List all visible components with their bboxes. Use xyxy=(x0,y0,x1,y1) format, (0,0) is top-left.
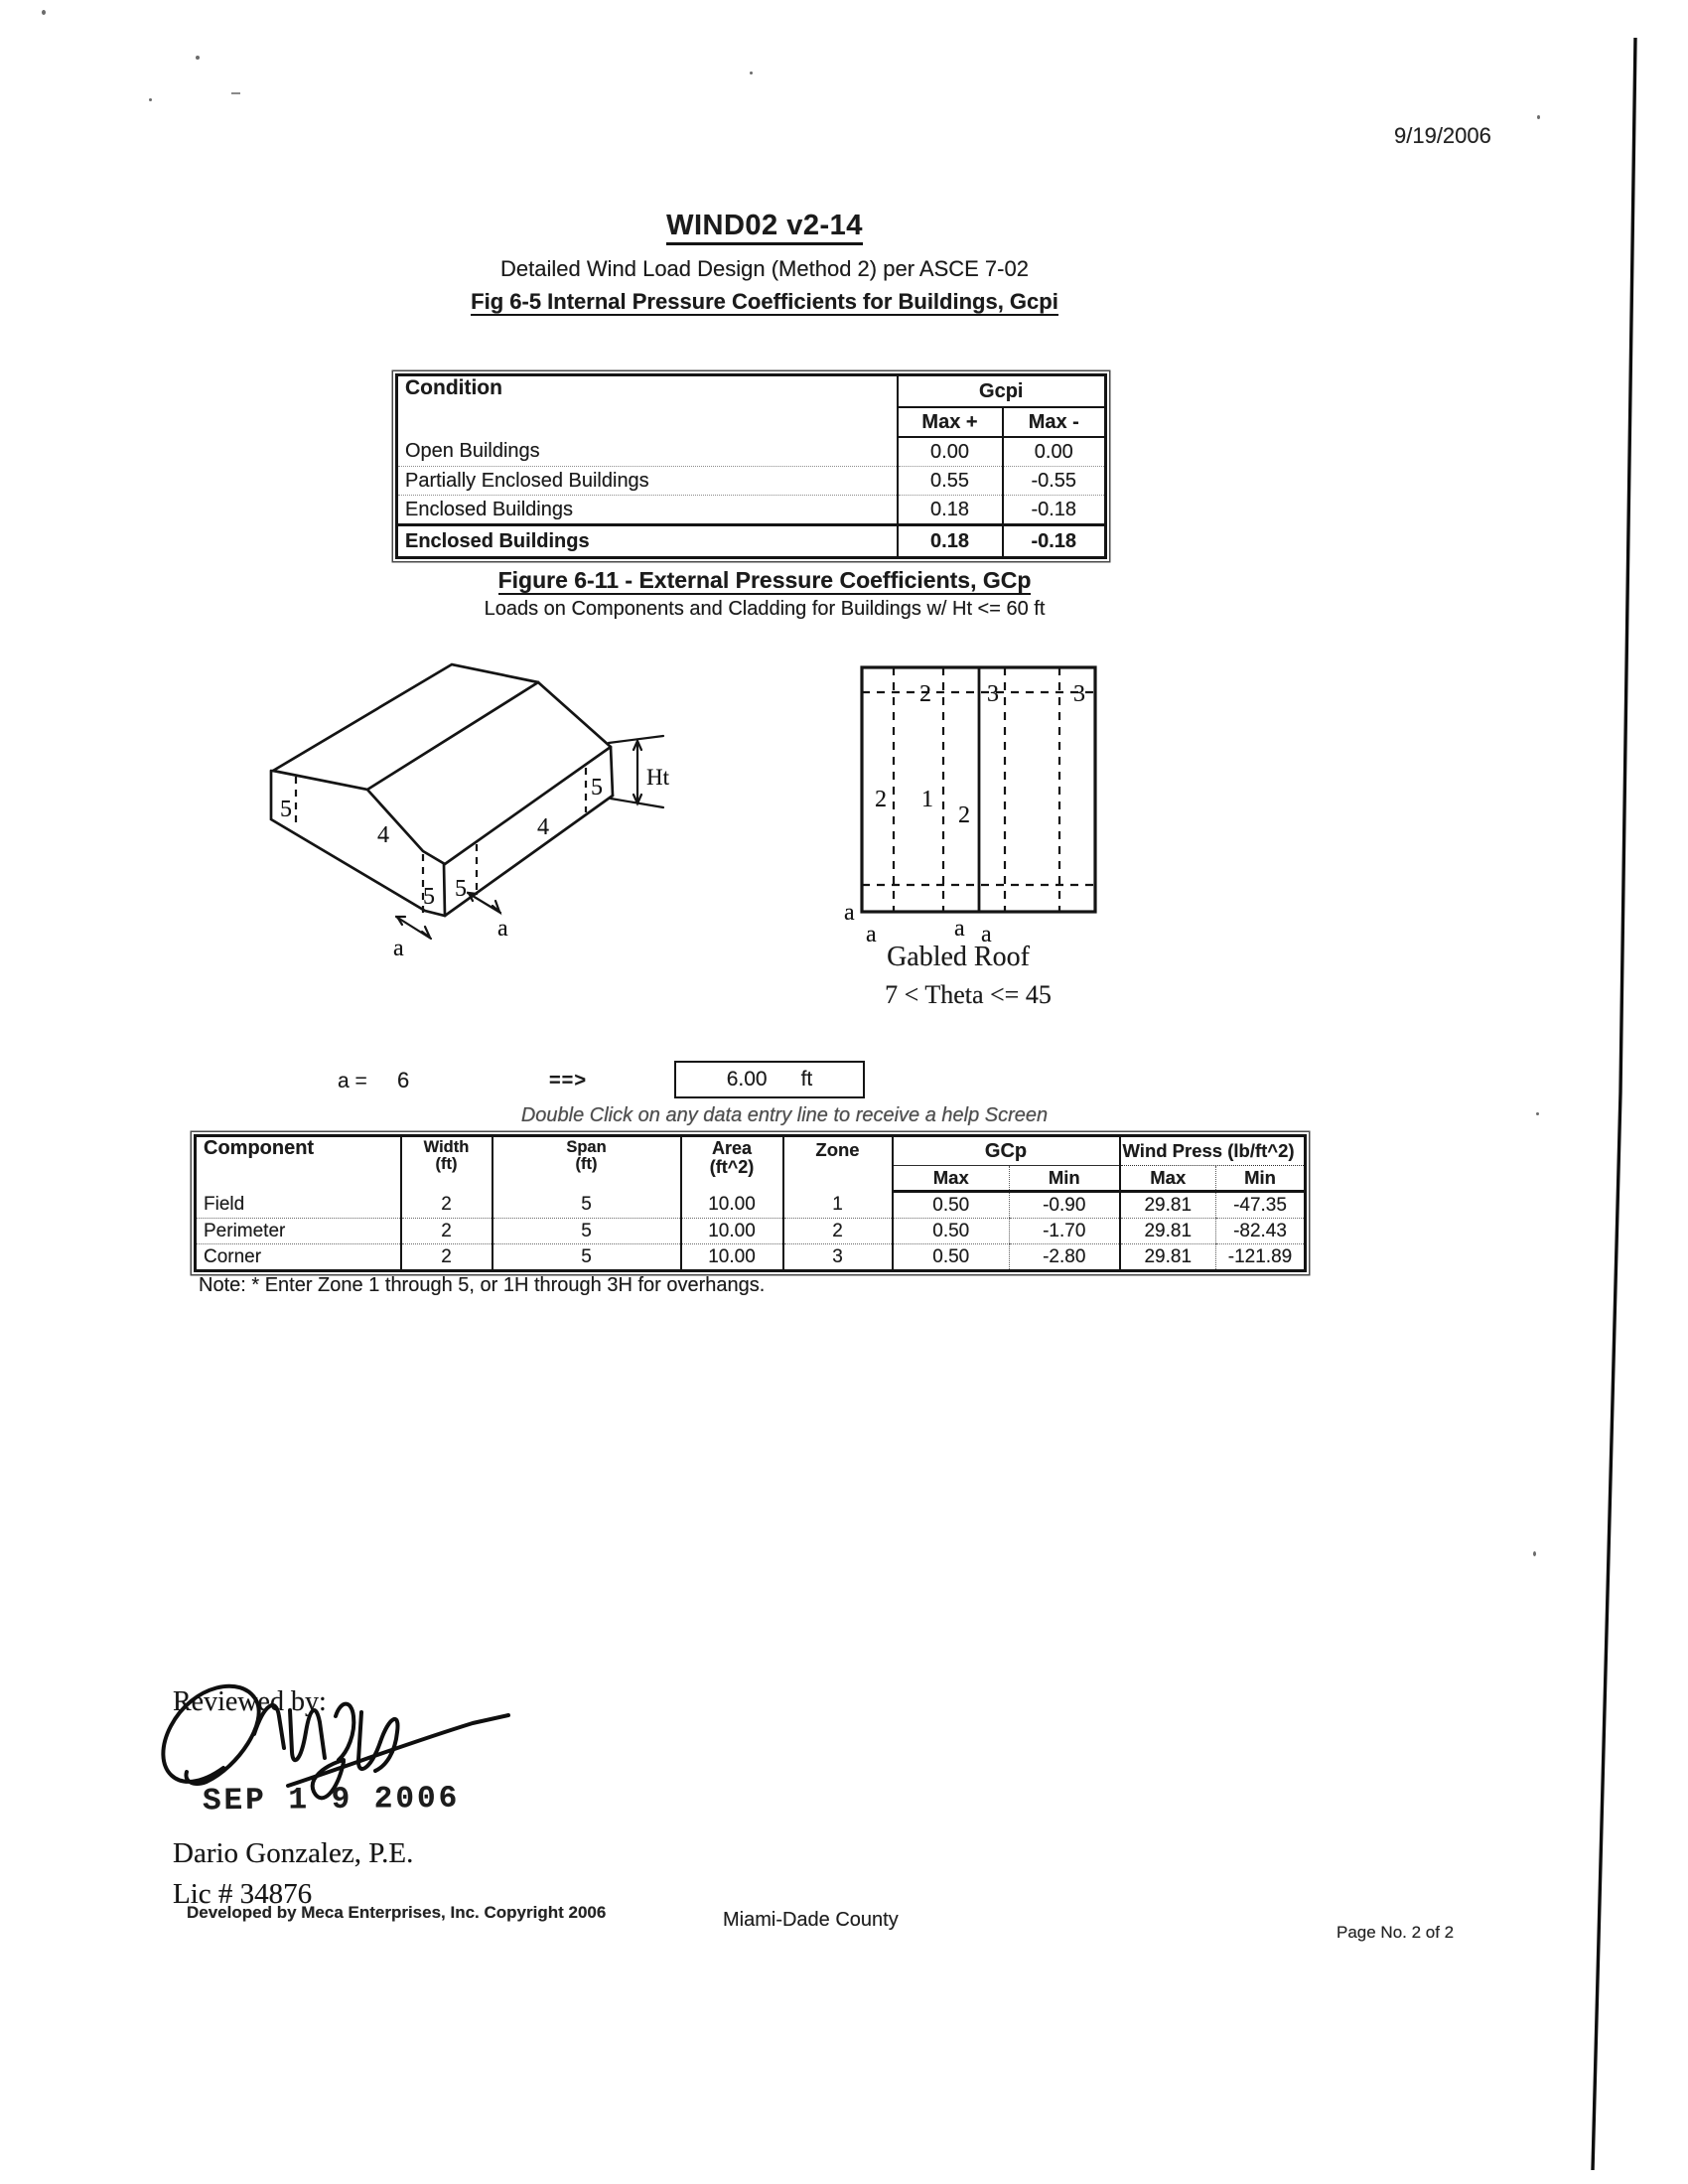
a-result-unit: ft xyxy=(800,1068,813,1091)
scan-speck xyxy=(1537,115,1540,119)
page-title: WIND02 v2-14 xyxy=(477,210,1053,242)
scan-speck xyxy=(231,92,240,94)
table-row: Corner 2 5 10.00 3 0.50 -2.80 29.81 -121.89 xyxy=(196,1244,1306,1271)
a-result-value: 6.00 xyxy=(726,1068,768,1091)
zone-label: 5 xyxy=(423,884,435,910)
roof-plan-diagram xyxy=(834,636,1162,946)
help-hint-text: Double Click on any data entry line to receive a help Screen xyxy=(520,1104,1049,1126)
zone-label: 1 xyxy=(921,787,933,812)
zone-label: 5 xyxy=(280,797,292,822)
col-width: Width (ft) xyxy=(401,1136,492,1192)
col-zone: Zone xyxy=(783,1136,893,1192)
isometric-building-diagram xyxy=(226,636,685,969)
fig6-11-subheading: Loads on Components and Cladding for Buildings w/ Ht <= 60 ft xyxy=(484,598,1046,620)
col-gcp-min: Min xyxy=(1010,1166,1120,1192)
zone-label: 4 xyxy=(377,822,389,848)
selected-condition-row: Enclosed Buildings 0.18 -0.18 xyxy=(397,525,1106,558)
zone-label: 2 xyxy=(875,787,887,812)
dimension-label: a xyxy=(981,922,992,946)
zone-label: 5 xyxy=(591,775,603,801)
dimension-label: a xyxy=(866,922,877,946)
print-date: 9/19/2006 xyxy=(1394,123,1491,148)
table-row: Field 2 5 10.00 1 0.50 -0.90 29.81 -47.35 xyxy=(196,1192,1306,1219)
dimension-label: a xyxy=(844,900,855,926)
scan-speck xyxy=(1536,1112,1539,1115)
scan-speck xyxy=(750,72,753,74)
page-subtitle: Detailed Wind Load Design (Method 2) per ASCE 7-02 xyxy=(500,256,1029,281)
col-max-plus: Max + xyxy=(898,407,1003,437)
col-area: Area (ft^2) xyxy=(681,1136,783,1192)
zone-label: 3 xyxy=(987,681,999,707)
table-row: Open Buildings 0.00 0.00 xyxy=(397,437,1106,467)
scan-speck xyxy=(149,98,152,101)
col-wind-press: Wind Press (lb/ft^2) xyxy=(1120,1136,1306,1166)
zone-label: 5 xyxy=(455,876,467,902)
plan-caption: Gabled Roof xyxy=(887,942,1030,972)
table-row: Enclosed Buildings 0.18 -0.18 xyxy=(397,496,1106,525)
a-input-value: 6 xyxy=(397,1068,410,1092)
fig6-11-heading: Figure 6-11 - External Pressure Coefficients, GCp xyxy=(497,567,1032,593)
col-wp-min: Min xyxy=(1216,1166,1306,1192)
col-gcp-max: Max xyxy=(893,1166,1010,1192)
reviewed-by-label: Reviewed by: xyxy=(173,1686,327,1717)
engineer-license: Lic # 34876 xyxy=(173,1878,313,1910)
a-label: a = xyxy=(338,1070,367,1092)
dimension-label: a xyxy=(497,916,508,942)
zone-label: 2 xyxy=(958,802,970,828)
zone-label: 4 xyxy=(537,814,549,840)
fig6-5-heading: Fig 6-5 Internal Pressure Coefficients for Buildings, Gcpi xyxy=(471,289,1058,314)
zone-label: 2 xyxy=(919,681,931,707)
table-row: Perimeter 2 5 10.00 2 0.50 -1.70 29.81 -82.43 xyxy=(196,1219,1306,1244)
col-condition: Condition xyxy=(397,375,898,438)
col-gcp: GCp xyxy=(893,1136,1120,1166)
components-cladding-table xyxy=(194,1134,1307,1272)
internal-pressure-table xyxy=(395,373,1107,559)
zone-label: 3 xyxy=(1073,681,1085,707)
col-component: Component xyxy=(204,1137,315,1159)
scan-speck xyxy=(1533,1551,1536,1556)
engineer-name: Dario Gonzalez, P.E. xyxy=(173,1837,414,1869)
a-result-field xyxy=(674,1061,865,1098)
dimension-label: a xyxy=(393,936,404,961)
date-stamp: SEP 1 9 2006 xyxy=(202,1781,461,1820)
col-span: Span (ft) xyxy=(492,1136,681,1192)
zone-note: Note: * Enter Zone 1 through 5, or 1H through 3H for overhangs. xyxy=(199,1274,766,1296)
table-row: Partially Enclosed Buildings 0.55 -0.55 xyxy=(397,467,1106,496)
footer-county: Miami-Dade County xyxy=(723,1909,899,1931)
height-label: Ht xyxy=(646,765,669,790)
plan-theta-range: 7 < Theta <= 45 xyxy=(885,980,1052,1009)
scan-speck xyxy=(196,56,200,60)
col-gcpi: Gcpi xyxy=(898,375,1106,408)
scan-speck xyxy=(42,10,46,15)
footer-copyright: Developed by Meca Enterprises, Inc. Copyright 2006 xyxy=(187,1903,607,1922)
footer-page-number: Page No. 2 of 2 xyxy=(1336,1923,1455,1942)
col-wp-max: Max xyxy=(1120,1166,1216,1192)
col-max-minus: Max - xyxy=(1003,407,1106,437)
result-arrow: ==> xyxy=(549,1070,588,1092)
dimension-label: a xyxy=(954,916,965,942)
